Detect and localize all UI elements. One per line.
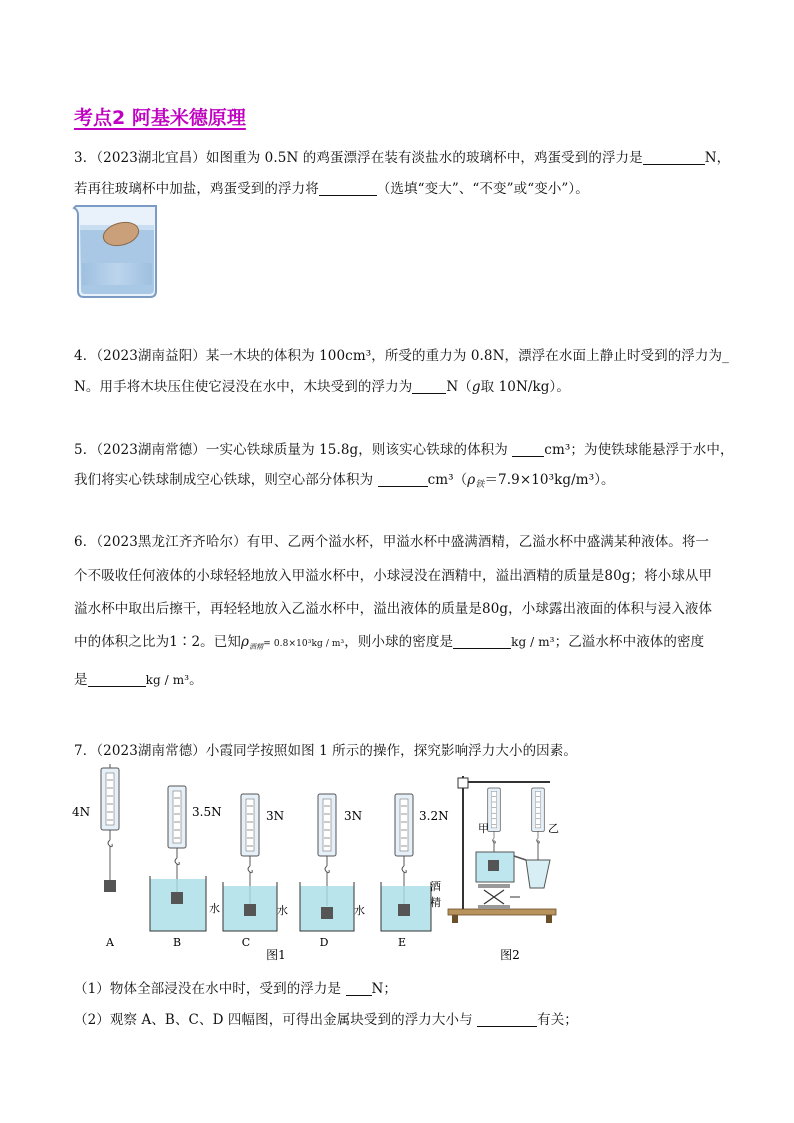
q3-blank-1[interactable]: [643, 150, 705, 165]
q6-rho: ρ: [240, 634, 250, 650]
q6-line4: [74, 630, 704, 652]
fig2-jia: 甲: [478, 822, 489, 835]
q3-text-a: 3．（2023湖北宜昌）如图重为 0.5N 的鸡蛋漂浮在装有淡盐水的玻璃杯中，鸡蛋受到的浮力是: [74, 150, 643, 166]
q7-sub1-text-a: （1）物体全部浸没在水中时，受到的浮力是: [74, 981, 342, 997]
label-e: E: [397, 936, 407, 949]
q3-blank-2[interactable]: [319, 181, 377, 196]
q4-text-c: 取 10N/kg）。: [480, 379, 570, 395]
q5-blank-1[interactable]: [512, 442, 544, 457]
q6-unit-1: kg / m³: [511, 635, 555, 649]
beaker-egg-figure: [72, 203, 164, 301]
q6-blank-2[interactable]: [88, 672, 146, 687]
q5-text-d: cm³（: [427, 472, 468, 488]
setup-d: [300, 794, 365, 949]
q6-line3: 溢水杯中取出后擦干，再轻轻地放入乙溢水杯中，溢出液体的质量是80g，小球露出液面的体积与浸入液体: [74, 601, 713, 617]
q6-line1: 6．（2023黑龙江齐齐哈尔）有甲、乙两个溢水杯，甲溢水杯中盛满酒精，乙溢水杯中盛满某种液体。将一: [74, 534, 710, 550]
reading-b: 3.5N: [192, 805, 222, 819]
q5-text-b: cm³；为使铁球能悬浮于水中，: [544, 442, 734, 458]
metal-block: [398, 904, 410, 916]
metal-block: [171, 892, 183, 904]
label-a: A: [106, 936, 114, 949]
q3-text-d: （选填“变大”、“不变”或“变小”）。: [376, 181, 589, 197]
q7-blank-2[interactable]: [477, 1012, 537, 1027]
metal-block: [321, 907, 333, 919]
q4-text-b: N（: [446, 379, 472, 395]
q6-text-a: 中的体积之比为1∶2。已知: [74, 634, 241, 650]
fig2-apparatus: [448, 776, 559, 962]
label-b: B: [172, 936, 182, 949]
q6-rho-sub: 酒精: [249, 643, 264, 651]
q5-line2: [74, 468, 615, 490]
q5-text-c: 我们将实心铁球制成空心铁球，则空心部分体积为: [74, 472, 374, 488]
q4-line2: [74, 375, 570, 395]
metal-block: [244, 904, 256, 916]
section-heading: 考点2 阿基米德原理: [74, 107, 246, 129]
setup-e: [381, 794, 449, 949]
reading-a: 4N: [72, 805, 91, 819]
setup-a: [72, 764, 119, 949]
q7-sub1-text-b: N；: [371, 981, 398, 997]
q4-line1: 4．（2023湖南益阳）某一木块的体积为 100cm³，所受的重力为 0.8N，漂浮在水面上静止时受到的浮力为_: [74, 348, 729, 364]
fig2-caption: 图2: [500, 948, 520, 962]
setup-c: [223, 794, 288, 949]
q6-text-c: ；乙溢水杯中液体的密度: [554, 634, 705, 650]
q6-rho-value: = 0.8×10³kg / m³: [263, 639, 345, 649]
q7-sub2: [74, 1008, 578, 1028]
metal-block: [104, 880, 116, 892]
q7-sub1: [74, 977, 397, 997]
label-d: D: [319, 936, 329, 949]
q6-line5: [74, 668, 203, 688]
reading-d: 3N: [344, 809, 363, 823]
q5-text-e: ＝7.9×10³kg/m³）。: [484, 472, 615, 488]
setup-b: [150, 786, 222, 949]
liquid-e-1: 酒: [430, 880, 441, 893]
q5-rho-sub: 铁: [475, 480, 485, 490]
q3-text-b: N，: [704, 150, 731, 166]
q4-text-a: N。用手将木块压住使它浸没在水中，木块受到的浮力为: [74, 379, 413, 395]
q5-text-a: 5．（2023湖南常德）一实心铁球质量为 15.8g，则该实心铁球的体积为: [74, 442, 508, 458]
q6-line2: 个不吸收任何液体的小球轻轻地放入甲溢水杯中，小球浸没在酒精中，溢出酒精的质量是80g；将小球从甲: [74, 568, 713, 584]
liquid-e-2: 精: [430, 896, 441, 909]
q7-figures: [64, 764, 564, 970]
reading-c: 3N: [266, 809, 285, 823]
fig2-yi: 乙: [548, 822, 559, 835]
q6-blank-1[interactable]: [453, 634, 511, 649]
q4-blank[interactable]: [412, 379, 446, 394]
liquid-c: 水: [277, 904, 288, 917]
label-c: C: [241, 936, 251, 949]
q6-text-b: ，则小球的密度是: [344, 634, 454, 650]
reading-e: 3.2N: [419, 809, 449, 823]
q6-text-e: 。: [189, 672, 203, 688]
liquid-b: 水: [209, 902, 220, 915]
q6-unit-2: kg / m³: [145, 673, 190, 687]
q7-blank-1[interactable]: [346, 981, 372, 996]
q7-intro: 7．（2023湖南常德）小霞同学按照如图 1 所示的操作，探究影响浮力大小的因素。: [74, 743, 577, 759]
q5-blank-2[interactable]: [378, 472, 428, 487]
q3-line1: [74, 146, 730, 166]
q7-sub2-text-a: （2）观察 A、B、C、D 四幅图，可得出金属块受到的浮力大小与: [74, 1012, 473, 1028]
q7-sub2-text-b: 有关；: [537, 1012, 578, 1028]
q6-text-d: 是: [74, 672, 88, 688]
q4-g-symbol: g: [471, 379, 481, 395]
liquid-d: 水: [354, 904, 365, 917]
q3-text-c: 若再往玻璃杯中加盐，鸡蛋受到的浮力将: [74, 181, 319, 197]
q5-rho: ρ: [467, 472, 476, 488]
q5-line1: [74, 438, 734, 458]
fig1-caption: 图1: [266, 948, 286, 962]
q3-line2: [74, 177, 589, 197]
